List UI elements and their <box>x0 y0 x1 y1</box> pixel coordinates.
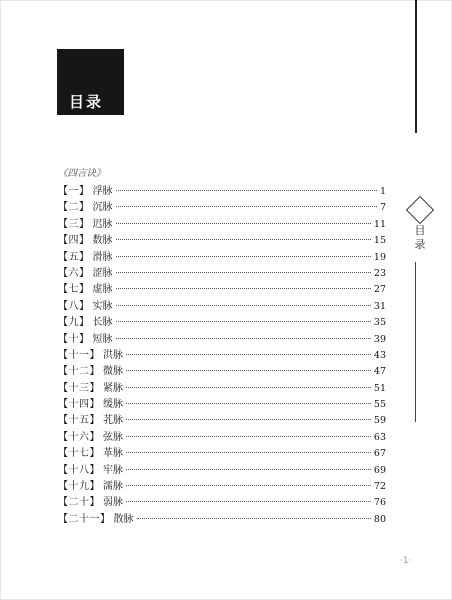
toc-entry-label: 微脉 <box>103 366 123 378</box>
toc-entry-page: 35 <box>373 317 386 329</box>
toc-entry-number: 【十三】 <box>58 382 100 394</box>
toc-entry-page: 7 <box>379 202 386 214</box>
toc-entry-label: 虚脉 <box>92 284 113 296</box>
toc-entry-page: 19 <box>373 251 386 263</box>
toc-entry[interactable] <box>58 313 386 329</box>
toc-entry-number: 【十】 <box>58 333 90 345</box>
toc-entry-label: 数脉 <box>92 235 113 247</box>
toc-dot-leader <box>116 305 371 306</box>
toc-entry-number: 【三】 <box>58 218 90 230</box>
toc-entry-page: 39 <box>373 333 386 345</box>
toc-entry[interactable] <box>58 231 386 247</box>
toc-entry-page: 67 <box>373 448 386 460</box>
toc-entry-number: 【九】 <box>58 317 90 329</box>
toc-entry-page: 51 <box>373 382 386 394</box>
toc-entry[interactable] <box>58 428 386 444</box>
toc-entry[interactable] <box>58 362 386 378</box>
side-tab-char-2: 录 <box>414 238 426 251</box>
toc-dot-leader <box>126 403 371 404</box>
toc-entry[interactable] <box>58 198 386 214</box>
toc-entry-number: 【二】 <box>58 202 90 214</box>
toc-dot-leader <box>126 370 371 371</box>
toc-entry-label: 短脉 <box>92 333 113 345</box>
toc-dot-leader <box>116 288 371 289</box>
toc-entry-page: 15 <box>373 235 386 247</box>
toc-entry-page: 1 <box>379 186 386 197</box>
toc-entry-number: 【十六】 <box>58 431 100 443</box>
toc-dot-leader <box>126 469 371 470</box>
toc-dot-leader <box>126 354 371 355</box>
toc-dot-leader <box>126 485 371 486</box>
toc-dot-leader <box>137 518 371 519</box>
toc-entry-number: 【二十一】 <box>58 513 111 525</box>
side-tab <box>405 200 435 252</box>
toc-dot-leader <box>126 419 371 420</box>
toc-entry[interactable] <box>58 297 386 313</box>
toc-entry-number: 【十八】 <box>58 464 100 476</box>
side-rule-bottom <box>415 262 416 422</box>
toc-entry-number: 【十五】 <box>58 415 100 427</box>
toc-entry-page: 47 <box>373 366 386 378</box>
toc-entry-label: 缓脉 <box>103 399 123 411</box>
side-tab-char-1: 目 <box>414 224 426 237</box>
toc-entry-page: 23 <box>373 267 386 279</box>
toc-entry-page: 31 <box>373 300 386 312</box>
toc-entry[interactable] <box>58 477 386 493</box>
toc-entry-label: 沉脉 <box>92 202 113 214</box>
title-block <box>57 49 124 115</box>
toc-dot-leader <box>116 239 371 240</box>
toc-entry-page: 55 <box>373 399 386 411</box>
toc-entry-label: 濡脉 <box>103 481 123 493</box>
toc-entry-number: 【七】 <box>58 284 90 296</box>
toc-entry[interactable] <box>58 379 386 395</box>
toc-entry-label: 迟脉 <box>92 218 113 230</box>
toc-entry-page: 43 <box>373 349 386 361</box>
toc-entry-number: 【十四】 <box>58 399 100 411</box>
toc-entry-number: 【六】 <box>58 267 90 279</box>
toc-entry-label: 浮脉 <box>92 186 113 197</box>
toc-entry-number: 【二十】 <box>58 497 100 509</box>
toc-entry-label: 弦脉 <box>103 431 123 443</box>
toc-dot-leader <box>116 190 377 191</box>
side-rule-top <box>415 0 417 133</box>
toc-entry[interactable] <box>58 280 386 296</box>
toc-entry-label: 紧脉 <box>103 382 123 394</box>
page-number-mark: ·1· <box>400 556 412 566</box>
toc-dot-leader <box>116 272 371 273</box>
toc-entry[interactable] <box>58 248 386 264</box>
toc-entry-number: 【十二】 <box>58 366 100 378</box>
toc-entry-page: 76 <box>373 497 386 509</box>
toc-entry[interactable] <box>58 215 386 231</box>
toc-entry-number: 【十七】 <box>58 448 100 460</box>
toc-dot-leader <box>116 206 377 207</box>
toc-entry-label: 弱脉 <box>103 497 123 509</box>
toc-dot-leader <box>126 387 371 388</box>
toc-entry-page: 80 <box>373 513 386 525</box>
toc-entry-number: 【十一】 <box>58 349 100 361</box>
toc-entry-label: 牢脉 <box>103 464 123 476</box>
toc-entry-label: 芤脉 <box>103 415 123 427</box>
toc-dot-leader <box>116 256 371 257</box>
toc-entry-label: 洪脉 <box>103 349 123 361</box>
toc-entry[interactable] <box>58 510 386 526</box>
toc-entry[interactable] <box>58 461 386 477</box>
toc-entry-page: 27 <box>373 284 386 296</box>
toc-entry-page: 59 <box>373 415 386 427</box>
toc-dot-leader <box>126 452 371 453</box>
toc-entry-page: 63 <box>373 431 386 443</box>
toc-entry-number: 【八】 <box>58 300 90 312</box>
table-of-contents <box>58 182 386 526</box>
toc-dot-leader <box>116 338 371 339</box>
toc-entry[interactable] <box>58 264 386 280</box>
toc-entry-label: 长脉 <box>92 317 113 329</box>
toc-entry[interactable] <box>58 182 386 198</box>
toc-entry-label: 革脉 <box>103 448 123 460</box>
page-title: 目录 <box>69 93 104 111</box>
toc-dot-leader <box>116 321 371 322</box>
toc-entry-number: 【五】 <box>58 251 90 263</box>
toc-entry[interactable] <box>58 395 386 411</box>
toc-entry-page: 69 <box>373 464 386 476</box>
section-heading: 《四言诀》 <box>58 168 106 179</box>
toc-entry-label: 散脉 <box>113 513 134 525</box>
toc-entry-number: 【四】 <box>58 235 90 247</box>
toc-dot-leader <box>126 436 371 437</box>
diamond-icon <box>406 196 434 224</box>
toc-entry-page: 72 <box>373 481 386 493</box>
toc-entry-label: 涩脉 <box>92 267 113 279</box>
toc-entry-label: 滑脉 <box>92 251 113 263</box>
toc-entry-number: 【十九】 <box>58 481 100 493</box>
toc-dot-leader <box>126 501 371 502</box>
toc-entry[interactable] <box>58 493 386 509</box>
toc-entry[interactable] <box>58 330 386 346</box>
toc-entry[interactable] <box>58 411 386 427</box>
toc-dot-leader <box>116 223 371 224</box>
toc-entry-page: 11 <box>373 218 386 230</box>
toc-entry[interactable] <box>58 346 386 362</box>
toc-entry[interactable] <box>58 444 386 460</box>
toc-entry-number: 【一】 <box>58 186 90 197</box>
toc-entry-label: 实脉 <box>92 300 113 312</box>
